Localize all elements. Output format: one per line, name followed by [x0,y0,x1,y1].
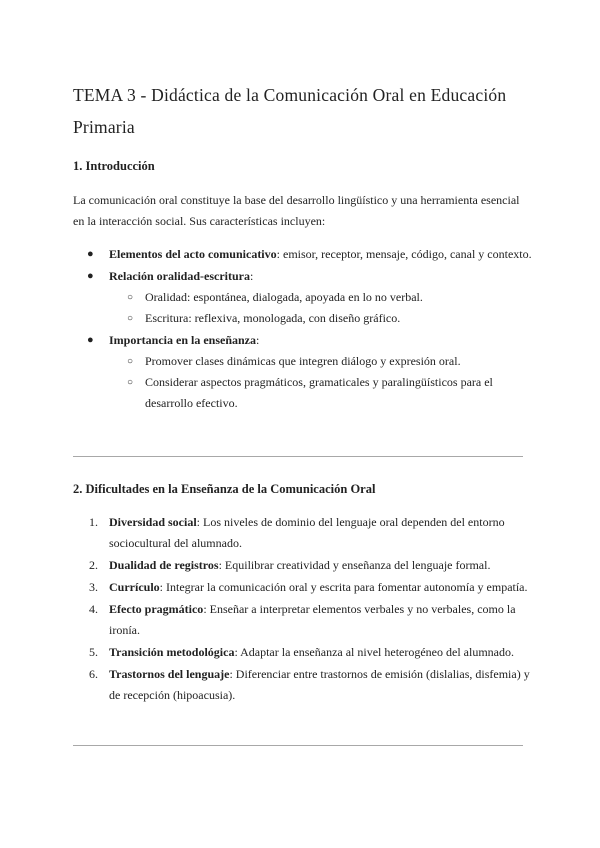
sub-list [109,287,533,329]
sub-item-text: Considerar aspectos pragmáticos, gramaticales y paralingüísticos para el desarrollo efectivo. [145,375,493,410]
bullet-icon: ● [87,270,94,282]
sub-list-item [73,308,533,329]
list-item [73,266,533,329]
item-term: Efecto pragmático [109,602,204,616]
item-number: 2. [89,558,98,572]
circle-bullet-icon: ○ [127,377,134,388]
bullet-icon: ● [87,248,94,260]
numbered-item [73,555,533,576]
numbered-item [73,512,533,554]
list-item [73,244,533,265]
numbered-item [73,664,533,706]
item-text: : Diferenciar entre trastornos de emisión (dislalias, disfemia) y de recepción (hipoacusia). [109,667,530,702]
item-text: : Equilibrar creatividad y enseñanza del lenguaje formal. [218,558,491,572]
intro-bullet-list [73,244,533,414]
item-term: Trastornos del lenguaje [109,667,230,681]
item-text: : [256,333,260,347]
intro-paragraph: La comunicación oral constituye la base del desarrollo lingüístico y una herramienta esencial en la interacción social. Sus características incluyen: [73,193,520,228]
numbered-item [73,642,533,663]
sub-item-text: Oralidad: espontánea, dialogada, apoyada en lo no verbal. [145,290,423,304]
item-number: 5. [89,645,98,659]
bullet-icon: ● [87,334,94,346]
item-number: 1. [89,515,98,529]
item-number: 6. [89,667,98,681]
horizontal-divider [73,745,523,746]
item-term: Dualidad de registros [109,558,219,572]
item-number: 4. [89,602,98,616]
item-term: Relación oralidad-escritura [109,269,250,283]
item-text: : Adaptar la enseñanza al nivel heterogéneo del alumnado. [234,645,514,659]
circle-bullet-icon: ○ [127,292,134,303]
document-title: TEMA 3 - Didáctica de la Comunicación Oral en Educación Primaria [73,85,507,137]
circle-bullet-icon: ○ [127,313,134,324]
section-2-heading: 2. Dificultades en la Enseñanza de la Comunicación Oral [73,482,376,496]
circle-bullet-icon: ○ [127,356,134,367]
item-text: : emisor, receptor, mensaje, código, canal y contexto. [276,247,532,261]
sub-list-item [73,351,533,372]
sub-list-item [73,287,533,308]
item-text: : [249,269,254,283]
item-text: : Enseñar a interpretar elementos verbales y no verbales, como la ironía. [109,602,516,637]
list-item [73,330,533,414]
numbered-item [73,577,533,598]
sub-list-item [73,372,533,414]
difficulties-numbered-list [73,512,533,706]
item-term: Currículo [109,580,160,594]
sub-list [109,351,533,414]
item-term: Elementos del acto comunicativo [109,247,277,261]
item-term: Diversidad social [109,515,197,529]
sub-item-text: Promover clases dinámicas que integren diálogo y expresión oral. [145,354,461,368]
section-1-heading: 1. Introducción [73,159,155,173]
item-number: 3. [89,580,98,594]
item-text: : Integrar la comunicación oral y escrita para fomentar autonomía y empatía. [159,580,528,594]
sub-item-text: Escritura: reflexiva, monologada, con diseño gráfico. [145,311,401,325]
horizontal-divider [73,456,523,457]
item-term: Transición metodológica [109,645,235,659]
item-term: Importancia en la enseñanza [109,333,256,347]
item-text: : Los niveles de dominio del lenguaje oral dependen del entorno sociocultural del alumnado. [109,515,505,550]
numbered-item [73,599,533,641]
